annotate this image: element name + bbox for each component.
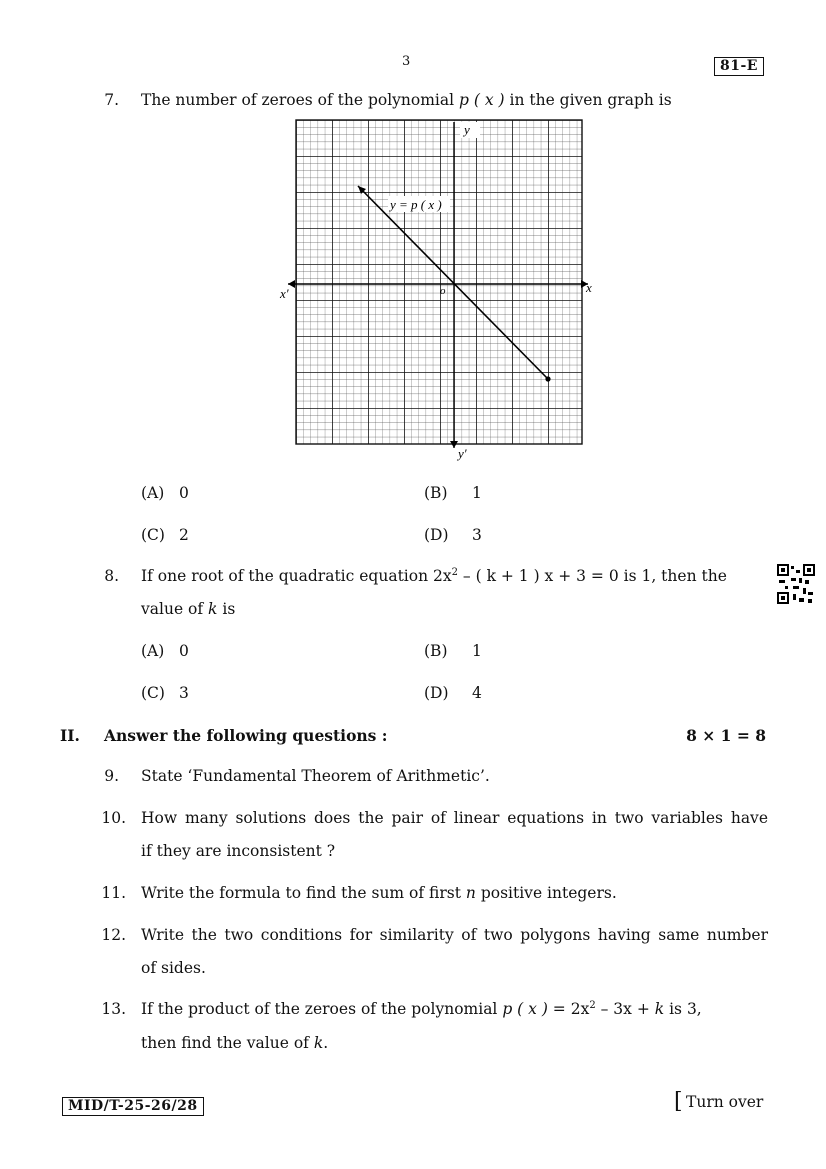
option-value: 3: [179, 684, 189, 702]
option-label: (B): [424, 642, 448, 660]
question-text: Write the formula to find the sum of first n positive integers.: [141, 884, 617, 902]
y-prime-label: y′: [458, 446, 467, 461]
option-label: (D): [424, 684, 449, 702]
polynomial-graph: [278, 114, 598, 466]
option-label: (A): [141, 484, 165, 502]
option-value: 1: [472, 642, 482, 660]
question-number: 9.: [104, 767, 119, 785]
option-value: 2: [179, 526, 189, 544]
y-axis-label: y: [464, 122, 470, 137]
qr-code: [777, 564, 815, 604]
page-number: 3: [402, 54, 411, 69]
footer-code: MID/T-25-26/28: [62, 1097, 204, 1116]
paper-code: 81-E: [714, 57, 764, 76]
section-title: Answer the following questions :: [104, 726, 388, 745]
option-value: 4: [472, 684, 482, 702]
origin-label: o: [440, 285, 446, 297]
option-label: (A): [141, 642, 165, 660]
option-value: 3: [472, 526, 482, 544]
question-number: 11.: [101, 884, 126, 902]
section-number: II.: [60, 726, 80, 745]
question-text: State ‘Fundamental Theorem of Arithmetic’.: [141, 767, 490, 785]
question-text: Write the two conditions for similarity of two polygons having same number: [141, 926, 768, 944]
option-label: (C): [141, 684, 165, 702]
question-text: If one root of the quadratic equation $2x^2$ – ( k + 1 ) x + 3 = 0 is 1, then the: [141, 566, 727, 585]
section-marks: 8 × 1 = 8: [686, 726, 766, 745]
question-number: 12.: [101, 926, 126, 944]
x-axis-label: x: [586, 280, 592, 295]
question-number: 13.: [101, 1000, 126, 1018]
question-text-line2: then find the value of k.: [141, 1034, 329, 1052]
option-label: (D): [424, 526, 449, 544]
question-text: How many solutions does the pair of linear equations in two variables have: [141, 809, 768, 827]
option-value: 0: [179, 484, 189, 502]
question-number: 10.: [101, 809, 126, 827]
bracket-glyph: [: [674, 1089, 683, 1114]
turn-over: Turn over: [686, 1093, 764, 1111]
question-text-line2: if they are inconsistent ?: [141, 842, 336, 860]
option-value: 0: [179, 642, 189, 660]
x-prime-label: x′: [280, 286, 289, 301]
question-number: 8.: [104, 567, 119, 585]
option-label: (C): [141, 526, 165, 544]
question-text-line2: of sides.: [141, 959, 206, 977]
question-number: 7.: [104, 91, 119, 109]
question-text-line2: value of k is: [141, 600, 236, 618]
question-text: If the product of the zeroes of the polynomial p ( x ) = $2x^2 - 3x + k$ is 3,: [141, 999, 702, 1018]
curve-label: y = p ( x ): [390, 197, 442, 212]
question-text: The number of zeroes of the polynomial p ( x ) in the given graph is: [141, 91, 672, 109]
option-label: (B): [424, 484, 448, 502]
option-value: 1: [472, 484, 482, 502]
